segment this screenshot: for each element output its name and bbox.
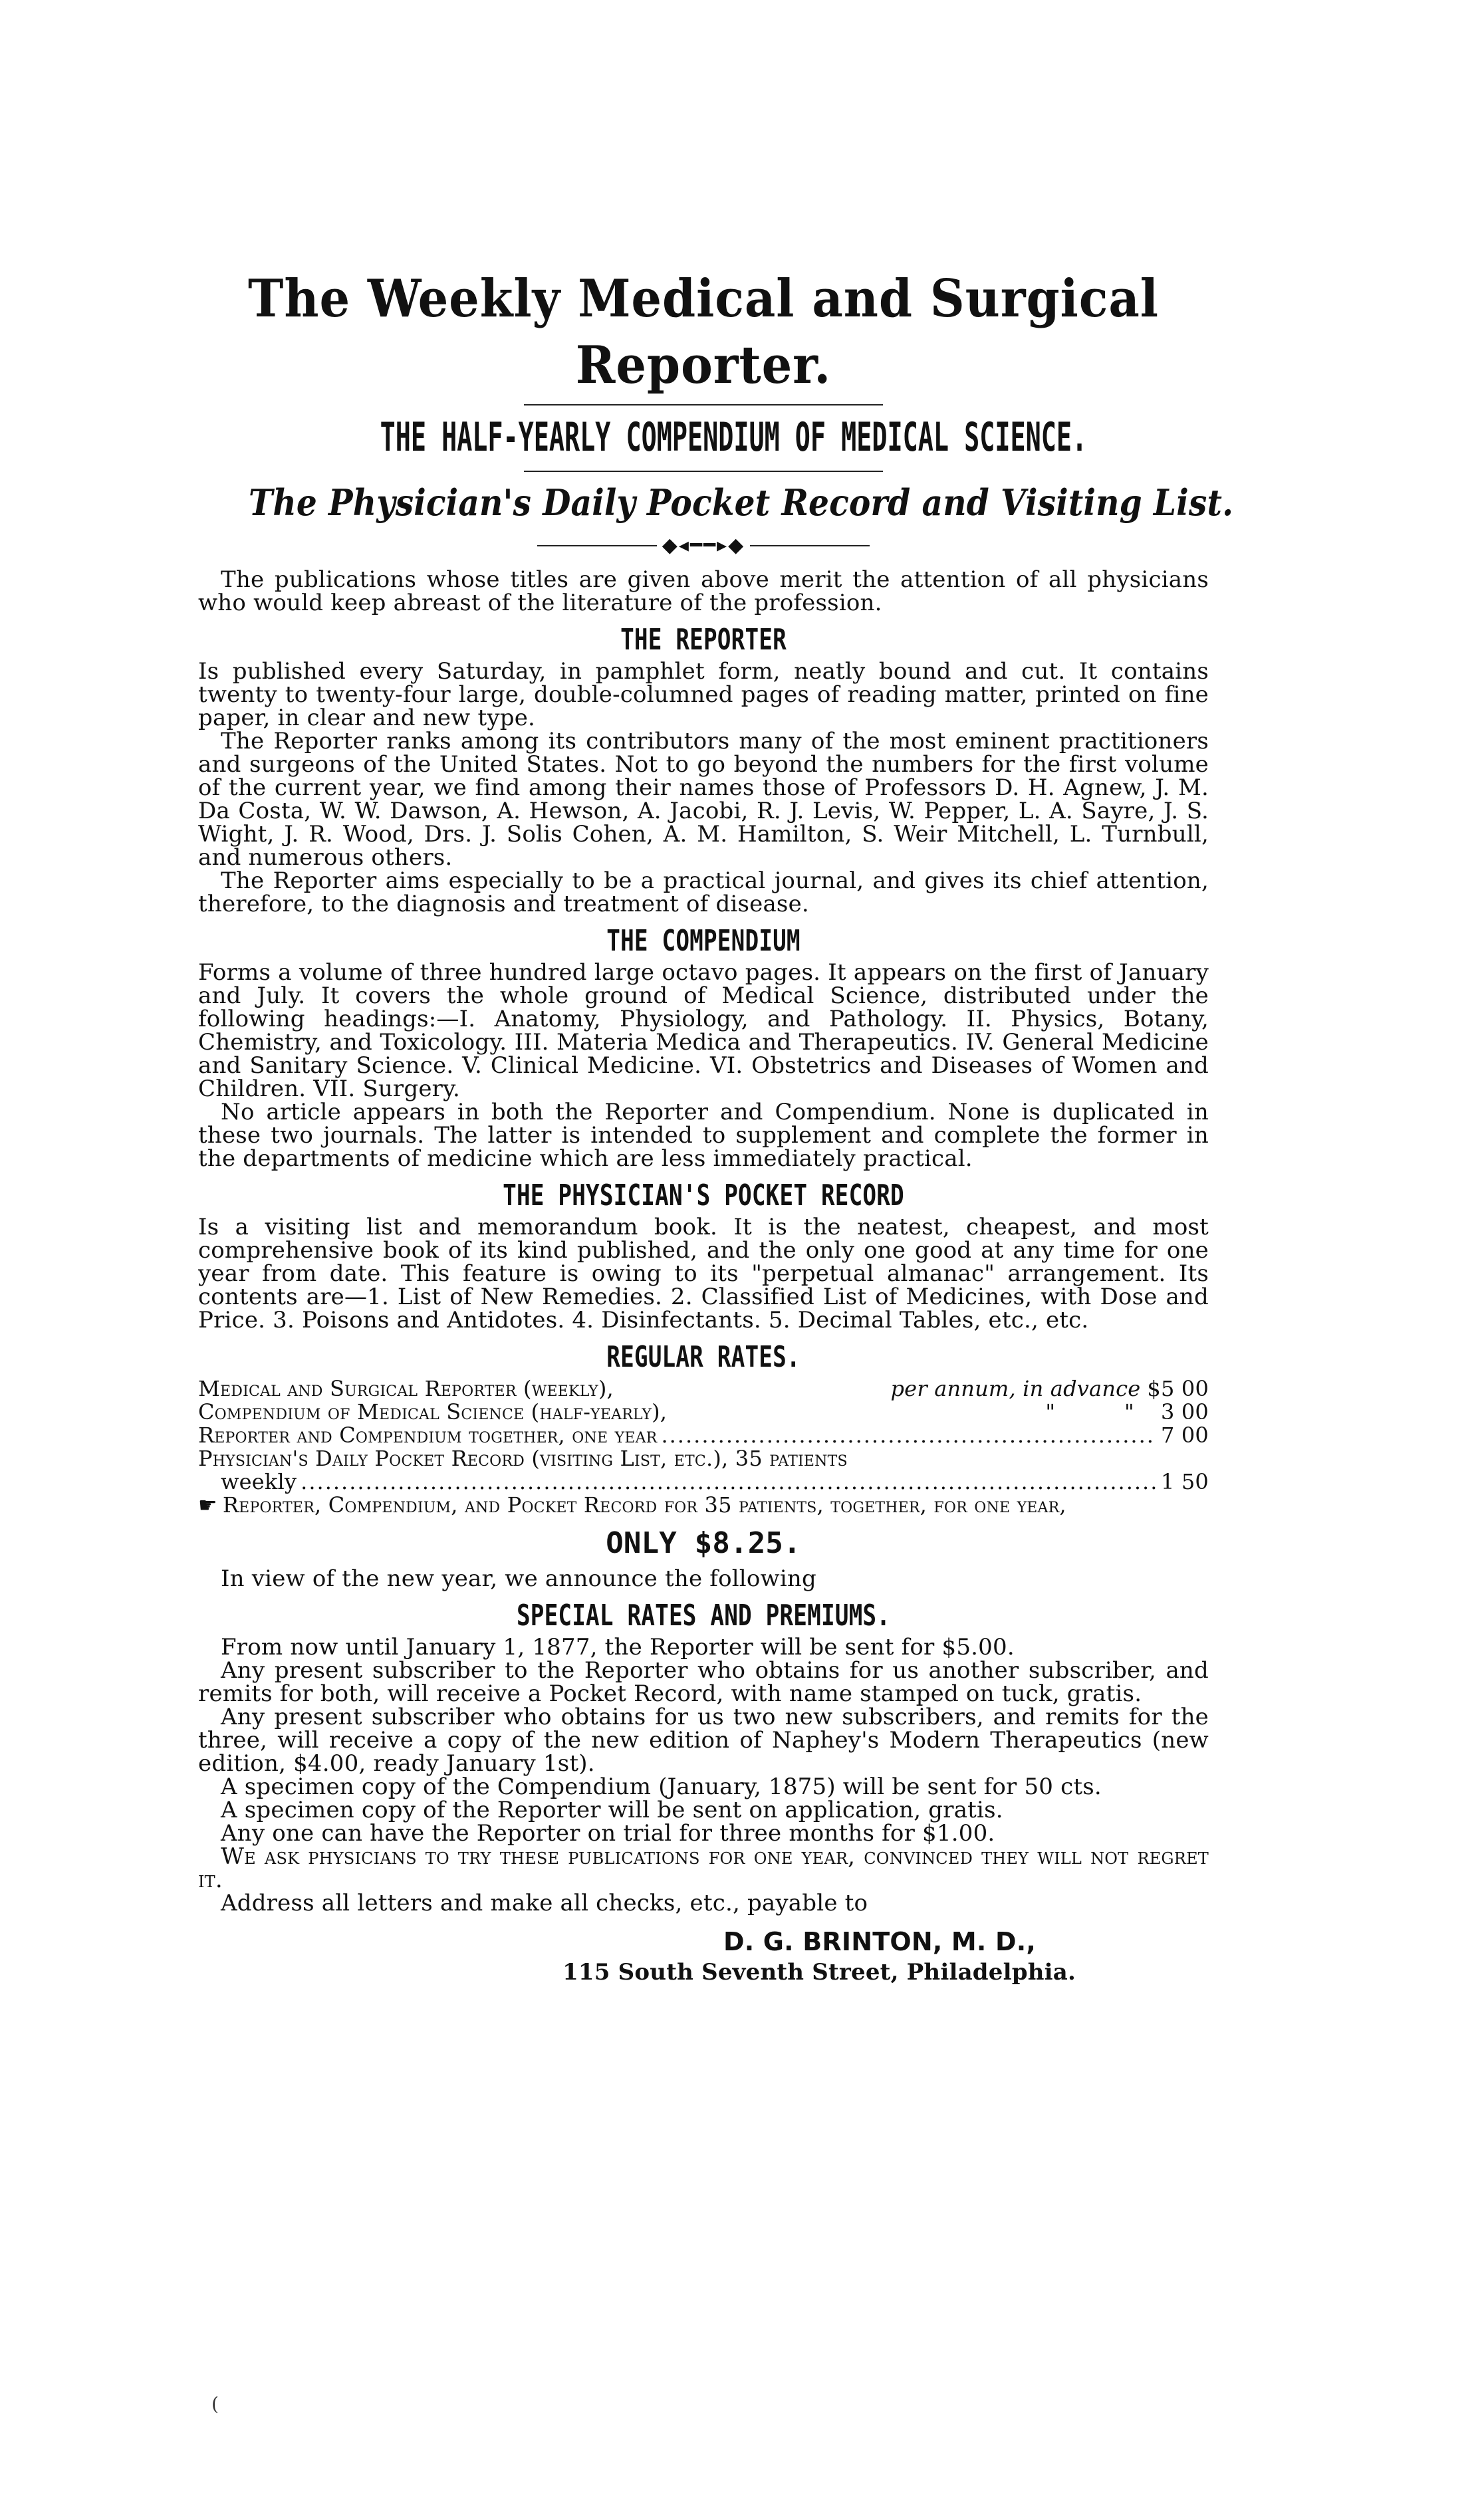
special-item: Any one can have the Reporter on trial for three months for $1.00. [221, 1819, 995, 1847]
compendium-paragraph: No article appears in both the Reporter and Compendium. None is duplicated in these two journals. The latter is intended to supplement and complete the former in the departments of medicine which are less immediately practical. [198, 1098, 1209, 1172]
publisher-address: 115 South Seventh Street, Philadelphia. [562, 1958, 1076, 1986]
rate-row [198, 1470, 1209, 1494]
combined-offer [198, 1494, 1209, 1517]
special-item: A specimen copy of the Compendium (January, 1875) will be sent for 50 cts. [221, 1773, 1102, 1800]
special-item: Address all letters and make all checks, etc., payable to [221, 1889, 868, 1916]
only-price: ONLY $8.25. [606, 1526, 801, 1560]
rate-amount: 7 00 [1160, 1422, 1209, 1448]
rate-row [198, 1401, 1209, 1424]
publisher-name: D. G. BRINTON, M. D., [723, 1926, 1036, 1956]
combined-offer-text: Reporter, Compendium, and Pocket Record for 35 patients, together, for one year, [222, 1492, 1066, 1518]
rate-amount: 1 50 [1160, 1468, 1209, 1494]
intro-paragraph: The publications whose titles are given above merit the attention of all physicians who would keep abreast of the literature of the profession. [198, 566, 1209, 616]
rate-row [198, 1424, 1209, 1447]
pocket-record-heading: THE PHYSICIAN'S POCKET RECORD [503, 1178, 904, 1212]
title-divider [524, 404, 883, 405]
rate-row [198, 1447, 1209, 1470]
title-pocket-record: The Physician's Daily Pocket Record and Visiting List. [249, 481, 1234, 524]
special-lead: In view of the new year, we announce the following [221, 1565, 816, 1592]
rate-terms: " " [1045, 1399, 1134, 1425]
rate-label: Physician's Daily Pocket Record (visiting List, etc.), 35 patients [198, 1445, 848, 1471]
rate-amount: 3 00 [1160, 1399, 1209, 1425]
reporter-paragraph: Is published every Saturday, in pamphlet form, neatly bound and cut. It contains twenty to twenty-four large, double-columned pages of reading matter, printed on fine paper, in clear and new type. [198, 657, 1209, 731]
leader-dots [661, 1424, 1156, 1447]
rate-row [198, 1377, 1209, 1401]
pointing-hand-icon: ☛ [198, 1492, 217, 1518]
ornament-divider: ◆◂━━▸◆ [198, 532, 1209, 559]
reporter-heading: THE REPORTER [620, 622, 787, 657]
reporter-paragraph: The Reporter ranks among its contributors many of the most eminent practitioners and surgeons of the United States. Not to go beyond the numbers for the first volume of the current year, we find among their names those of Professors D. H. Agnew, J. M. Da Costa, W. W. Dawson, A. Hewson, A. Jacobi, R. J. Levis, W. Pepper, L. A. Sayre, J. S. Wight, J. R. Wood, Drs. J. Solis Cohen, A. M. Hamilton, S. Weir Mitchell, L. Turnbull, and numerous others. [198, 727, 1209, 871]
pocket-record-paragraph: Is a visiting list and memorandum book. It is the neatest, cheapest, and most comprehensive book of its kind published, and the only one good at any time for one year from date. This feature is owing to its "perpetual almanac" arrangement. Its contents are—1. List of New Remedies. 2. Classified List of Medicines, with Dose and Price. 3. Poisons and Antidotes. 4. Disinfectants. 5. Decimal Tables, etc., etc. [198, 1213, 1209, 1333]
title-weekly-reporter: The Weekly Medical and Surgical Reporter. [248, 269, 1159, 396]
leader-dots [301, 1470, 1157, 1494]
compendium-paragraph: Forms a volume of three hundred large octavo pages. It appears on the first of January and July. It covers the whole ground of Medical Science, distributed under the following headings:—I. Anatomy, Physiology, and Pathology. II. Physics, Botany, Chemistry, and Toxicology. III. Materia Medica and Therapeutics. IV. General Medicine and Sanitary Science. V. Clinical Medicine. VI. Obstetrics and Diseases of Women and Children. VII. Surgery. [198, 959, 1209, 1102]
rates-table [198, 1377, 1209, 1517]
rate-label: Reporter and Compendium together, one year [198, 1422, 658, 1448]
title-compendium: THE HALF-YEARLY COMPENDIUM OF MEDICAL SCIENCE. [380, 414, 1088, 461]
title-divider [524, 471, 883, 472]
compendium-heading: THE COMPENDIUM [606, 923, 801, 958]
rate-label: Medical and Surgical Reporter (weekly), [198, 1375, 614, 1401]
regular-rates-heading: REGULAR RATES. [606, 1339, 801, 1374]
rate-amount: $5 00 [1147, 1375, 1209, 1401]
special-item: We ask physicians to try these publications for one year, convinced they will not regret it. [198, 1843, 1209, 1893]
rate-label: weekly [221, 1468, 297, 1494]
special-item: A specimen copy of the Reporter will be sent on application, gratis. [221, 1796, 1003, 1823]
page-column [198, 266, 1234, 1987]
page-mark: ( [211, 2393, 219, 2415]
special-item: Any present subscriber to the Reporter who obtains for us another subscriber, and remits for both, will receive a Pocket Record, with name stamped on tuck, gratis. [198, 1657, 1209, 1707]
special-rates-heading: SPECIAL RATES AND PREMIUMS. [516, 1598, 891, 1633]
rate-terms: per annum, in advance [890, 1375, 1141, 1401]
reporter-paragraph: The Reporter aims especially to be a practical journal, and gives its chief attention, therefore, to the diagnosis and treatment of disease. [198, 867, 1209, 917]
special-item: Any present subscriber who obtains for us two new subscribers, and remits for the three, will receive a copy of the new edition of Naphey's Modern Therapeutics (new edition, $4.00, ready January 1st). [198, 1703, 1209, 1777]
special-item: From now until January 1, 1877, the Reporter will be sent for $5.00. [221, 1633, 1015, 1661]
rate-label: Compendium of Medical Science (half-yearly), [198, 1399, 668, 1425]
